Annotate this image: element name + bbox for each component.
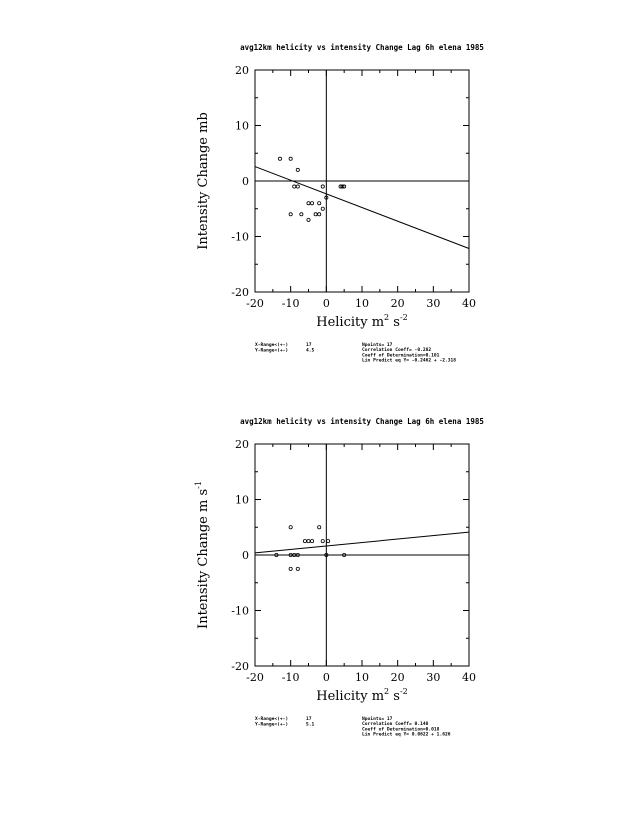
x-axis-label <box>316 687 408 704</box>
data-point <box>307 540 310 543</box>
x-axis-label <box>316 313 408 330</box>
x-tick-label: 10 <box>355 297 369 310</box>
data-point <box>318 526 321 529</box>
data-point <box>296 567 299 570</box>
x-tick-label: -20 <box>246 297 264 310</box>
stat-line: Coeff of Determination=0.101 <box>362 353 440 359</box>
data-point <box>303 540 306 543</box>
x-axis-label-sup: 2 <box>384 313 390 322</box>
data-point <box>327 540 330 543</box>
y-axis-label-text: Intensity Change mb <box>196 112 211 250</box>
y-axis-label-sup: -1 <box>194 481 203 489</box>
x-tick-label: 40 <box>462 671 476 684</box>
data-point <box>314 213 317 216</box>
chart-title: avg12km helicity vs intensity Change Lag 6h elena 1985 <box>240 417 484 426</box>
data-point <box>289 213 292 216</box>
stat-line: Npoints= 17 <box>362 717 393 722</box>
x-tick-label: 20 <box>390 671 405 684</box>
stat-line: Correlation Coeff= -0.282 <box>362 348 432 354</box>
y-tick-label: -20 <box>231 660 249 673</box>
x-tick-label: 0 <box>322 297 330 310</box>
x-tick-label: 0 <box>322 671 330 684</box>
stat-label: Y-Range<(+-) <box>255 722 289 728</box>
chart-title: avg12km helicity vs intensity Change Lag 6h elena 1985 <box>240 43 484 52</box>
x-axis-label-sup: 2 <box>384 687 390 696</box>
chart-panel-1 <box>196 43 484 364</box>
data-point <box>296 168 299 171</box>
y-tick-label: 0 <box>242 175 249 188</box>
x-axis-label-text: Helicity m <box>316 315 385 330</box>
stat-line: Npoints= 17 <box>362 343 393 348</box>
regression-line <box>255 167 469 249</box>
data-point <box>310 540 313 543</box>
stat-value: 17 <box>306 343 312 348</box>
data-point <box>307 202 310 205</box>
x-tick-label: -10 <box>281 297 300 310</box>
data-point <box>289 157 292 160</box>
x-tick-label: -10 <box>281 671 300 684</box>
data-point <box>289 567 292 570</box>
y-tick-label: 20 <box>235 438 249 451</box>
data-point <box>318 202 321 205</box>
stat-label: X-Range<(+-) <box>255 343 289 348</box>
data-point <box>321 207 324 210</box>
y-tick-label: 20 <box>235 64 249 77</box>
data-point <box>307 218 310 221</box>
chart-panel-2 <box>194 417 484 738</box>
data-point <box>321 185 324 188</box>
stat-value: 4.5 <box>306 348 315 354</box>
y-tick-label: -10 <box>231 604 249 618</box>
data-point <box>289 526 292 529</box>
stat-line: Coeff of Determination=0.018 <box>362 727 440 733</box>
x-tick-label: 30 <box>426 297 441 310</box>
x-axis-label-text-2: s <box>389 315 400 330</box>
y-tick-label: 10 <box>235 119 249 133</box>
x-tick-label: 20 <box>390 297 405 310</box>
y-tick-label: 0 <box>242 549 249 562</box>
y-axis-label-text: Intensity Change m s <box>196 488 211 629</box>
x-axis-label-text: Helicity m <box>316 689 385 704</box>
data-point <box>278 157 281 160</box>
x-tick-label: 30 <box>426 671 441 684</box>
data-point <box>310 202 313 205</box>
x-axis-label-sup-2: -2 <box>399 687 408 696</box>
stat-value: 5.1 <box>306 722 315 728</box>
data-point <box>318 213 321 216</box>
data-point <box>300 213 303 216</box>
data-point <box>293 185 296 188</box>
y-axis-label <box>196 112 211 250</box>
x-axis-label-sup-2: -2 <box>399 313 408 322</box>
x-tick-label: 40 <box>462 297 476 310</box>
x-tick-label: -20 <box>246 671 264 684</box>
stat-line: Lin Predict eq Y= -0.2462 + -2.318 <box>362 358 457 364</box>
y-tick-label: -20 <box>231 286 249 299</box>
stat-label: Y-Range<(+-) <box>255 348 289 354</box>
stat-line: Lin Predict eq Y= 0.0622 + 1.626 <box>362 732 451 738</box>
x-axis-label-text-2: s <box>389 689 400 704</box>
stat-label: X-Range<(+-) <box>255 717 289 722</box>
y-tick-label: -10 <box>231 230 249 244</box>
y-axis-label <box>194 481 211 629</box>
x-tick-label: 10 <box>355 671 369 684</box>
regression-line <box>255 532 469 553</box>
data-point <box>321 540 324 543</box>
y-tick-label: 10 <box>235 493 249 507</box>
stat-value: 17 <box>306 717 312 722</box>
stat-line: Correlation Coeff= 0.148 <box>362 722 429 728</box>
data-point <box>296 185 299 188</box>
